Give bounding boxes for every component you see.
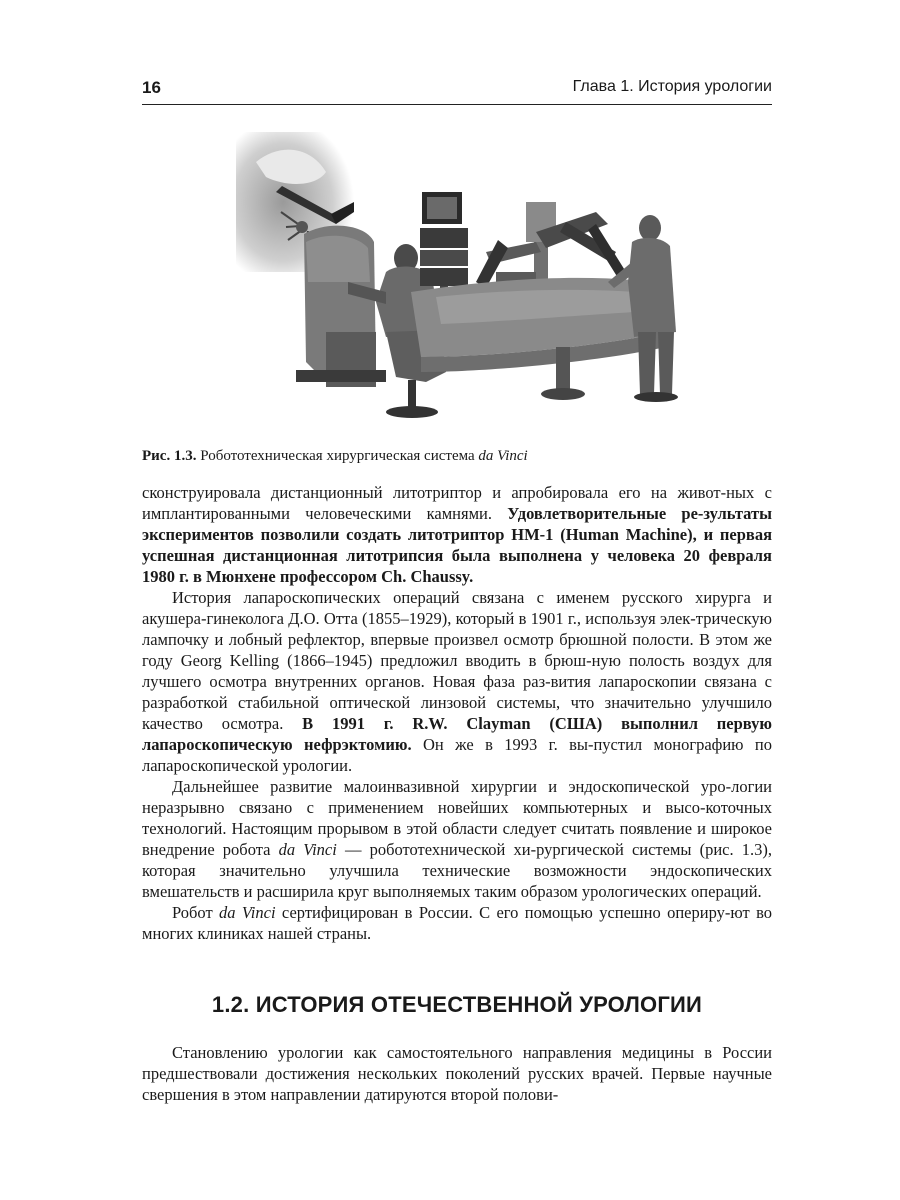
caption-label: Рис. 1.3. <box>142 448 197 464</box>
da-vinci-robot-photo-icon <box>236 132 682 432</box>
paragraph-3 <box>142 776 772 902</box>
paragraph-2 <box>142 587 772 776</box>
section-title: 1.2. ИСТОРИЯ ОТЕЧЕСТВЕННОЙ УРОЛОГИИ <box>211 992 703 1017</box>
page-number: 16 <box>142 78 161 97</box>
figure-caption <box>142 448 772 465</box>
p3-text-end: — робототехнической хи-рургической системы (рис. 1.3), которая значительно улучшила технические возможности эндоскопических вмешательств и расширила круг выполняемых таким образом урологических операций. <box>142 840 772 901</box>
page-header <box>142 78 772 105</box>
p3-text: Дальнейшее развитие малоинвазивной хирургии и эндоскопической уро-логии неразрывно связано с применением новейших компьютерных и высо-коточных технологий. Настоящим прорывом в этой области следует считать появление и широкое внедрение робота <box>142 777 772 859</box>
p1-text: сконструировала дистанционный литотриптор и апробировала его на живот-ных с имплантированными человеческими камнями. <box>142 483 772 523</box>
p4-text: Робот <box>172 903 220 922</box>
caption-italic: da Vinci <box>478 448 528 464</box>
body-text <box>142 482 772 944</box>
paragraph-4 <box>142 902 772 944</box>
p1-bold: Удовлетворительные ре-зультаты экспериментов позволили создать литотриптор НМ-1 (Human Machine), и первая успешная дистанционная литотрипсия была выполнена у человека 20 февраля 1980 г. в Мюнхене профессором Ch. Chaussy. <box>142 504 772 586</box>
body-text-2 <box>142 1042 772 1105</box>
p2-text: История лапароскопических операций связана с именем русского хирурга и акушера-гинеколога Д.О. Отта (1855–1929), который в 1901 г., используя элек-трическую лампочку и лобный рефлектор, впервые произвел осмотр брюшной полости. В этом же году Georg Kelling (1866–1945) предложил вводить в брюш-ную полость воздух для лучшего осмотра внутренних органов. Новая фаза раз-вития лапароскопии связана с разработкой стабильной оптической линзовой системы, что значительно улучшило качество осмотра. <box>142 588 772 733</box>
p2-text-end: Он же в 1993 г. вы-пустил монографию по лапароскопической урологии. <box>142 735 772 775</box>
running-head: Глава 1. История урологии <box>572 78 772 95</box>
p4-italic: da Vinci <box>219 903 276 922</box>
paragraph-1 <box>142 482 772 587</box>
figure-photo <box>236 132 682 432</box>
caption-text: Робототехническая хирургическая система <box>200 448 475 464</box>
p2-bold: В 1991 г. R.W. Clayman (США) выполнил первую лапароскопическую нефрэктомию. <box>142 714 772 754</box>
p4-text-end: сертифицирован в России. С его помощью успешно опериру-ют во многих клиниках нашей страны. <box>142 903 772 943</box>
p3-italic: da Vinci <box>278 840 337 859</box>
paragraph-5: Становлению урологии как самостоятельного направления медицины в России предшествовали достижения нескольких поколений русских врачей. Первые научные свершения в этом направлении датируются второй полови- <box>142 1043 772 1104</box>
